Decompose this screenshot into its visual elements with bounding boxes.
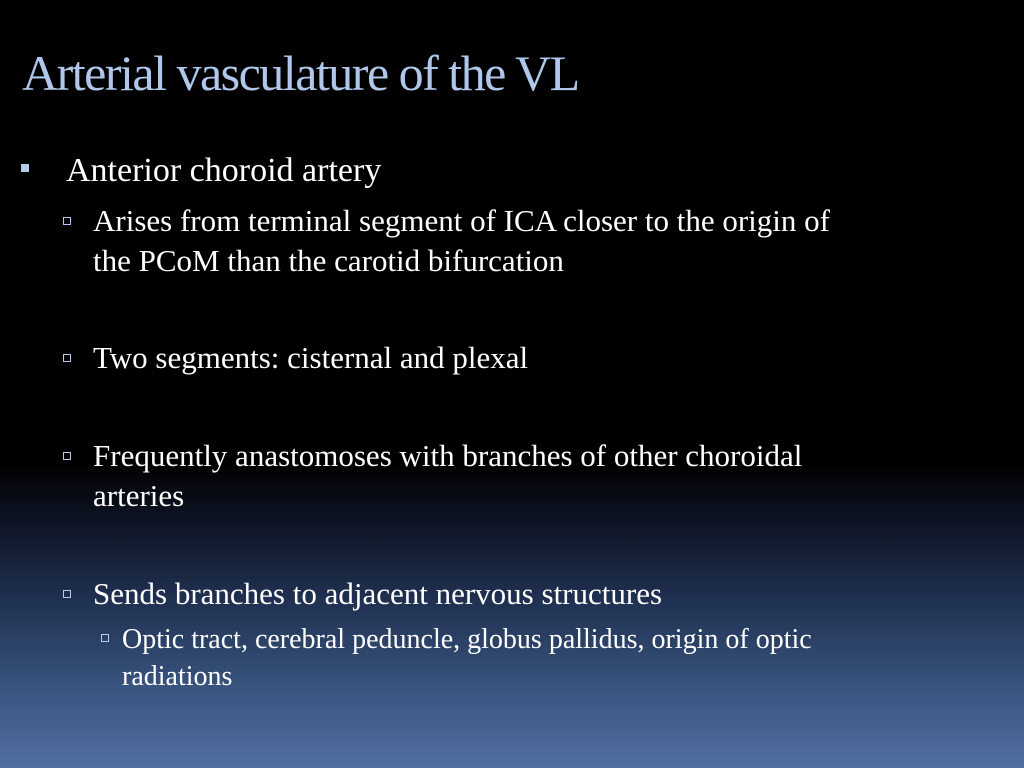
sub-sub-bullet-optic-tract xyxy=(122,621,812,695)
sub-bullet-line: Sends branches to adjacent nervous structures xyxy=(93,576,663,611)
sub-bullet-line: Arises from terminal segment of ICA closer to the origin of xyxy=(93,203,830,238)
bullet-anterior-choroid-artery xyxy=(66,151,381,191)
sub-bullet-sends-branches xyxy=(93,574,662,614)
sub-sub-bullet-hollow-square-icon xyxy=(101,634,109,642)
sub-bullet-line: Frequently anastomoses with branches of other choroidal xyxy=(93,438,803,473)
sub-bullet-arises-from xyxy=(93,201,830,281)
sub-bullet-line: Two segments: cisternal and plexal xyxy=(93,340,529,375)
sub-bullet-hollow-square-icon xyxy=(63,217,71,225)
sub-bullet-line: the PCoM than the carotid bifurcation xyxy=(93,243,564,278)
sub-bullet-hollow-square-icon xyxy=(63,354,71,362)
sub-bullet-hollow-square-icon xyxy=(63,590,71,598)
sub-bullet-frequently-anastomoses xyxy=(93,436,802,516)
bullet-text: Anterior choroid artery xyxy=(66,152,382,189)
sub-bullet-line: arteries xyxy=(93,478,185,513)
slide-title: Arterial vasculature of the VL xyxy=(22,45,579,101)
bullet-square-icon xyxy=(21,164,29,172)
sub-bullet-hollow-square-icon xyxy=(63,452,71,460)
sub-sub-bullet-line: Optic tract, cerebral peduncle, globus pallidus, origin of optic xyxy=(122,624,812,655)
sub-bullet-two-segments xyxy=(93,338,528,378)
sub-sub-bullet-line: radiations xyxy=(122,661,233,692)
